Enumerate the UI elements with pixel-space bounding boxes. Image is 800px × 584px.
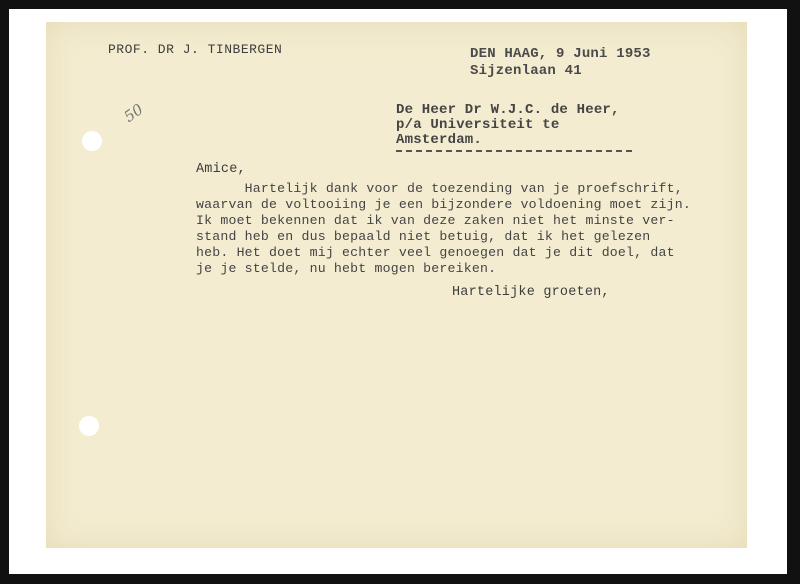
body-line: Ik moet bekennen dat ik van deze zaken niet het minste ver- (196, 213, 675, 228)
body-line: stand heb en dus bepaald niet betuig, dat ik het gelezen (196, 229, 651, 244)
letter-paper (46, 22, 747, 548)
address-underline (396, 150, 632, 152)
sender-name: PROF. DR J. TINBERGEN (108, 42, 283, 57)
body-line: waarvan de voltooiing je een bijzondere voldoening moet zijn. (196, 197, 691, 212)
recipient-line: Amsterdam. (396, 132, 483, 148)
body-line: Hartelijk dank voor de toezending van je proefschrift, (196, 181, 683, 196)
punch-hole-top (82, 131, 102, 151)
handwritten-mark: 50 (120, 100, 147, 126)
recipient-line: p/a Universiteit te (396, 117, 560, 133)
body-line: je je stelde, nu hebt mogen bereiken. (196, 261, 497, 276)
closing: Hartelijke groeten, (452, 285, 610, 300)
salutation: Amice, (196, 162, 246, 177)
place-date: DEN HAAG, 9 Juni 1953 (470, 46, 651, 62)
punch-hole-bottom (79, 416, 99, 436)
body-line: heb. Het doet mij echter veel genoegen dat je dit doel, dat (196, 245, 675, 260)
recipient-line: De Heer Dr W.J.C. de Heer, (396, 102, 620, 118)
sender-address: Sijzenlaan 41 (470, 63, 582, 79)
